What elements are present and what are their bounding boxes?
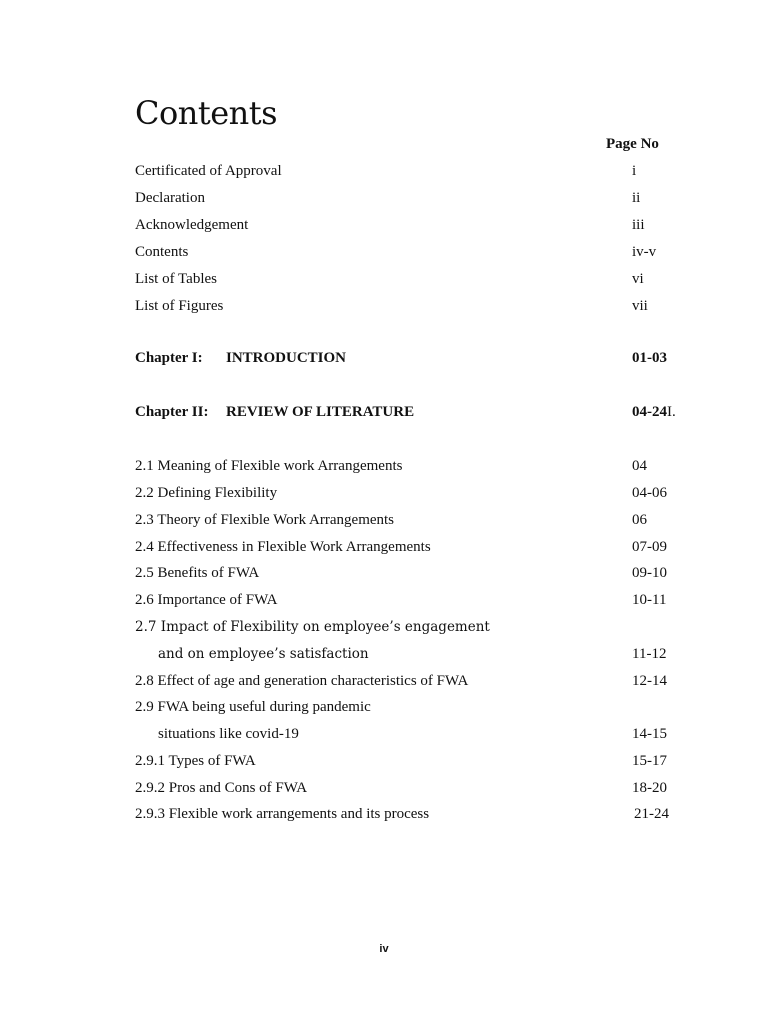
toc-entry-page: 06 [632,512,647,528]
toc-entry [135,510,695,530]
toc-entry-label: Certificated of Approval [135,163,282,179]
toc-entry-label: List of Tables [135,271,217,287]
toc-entry [135,537,695,557]
chapter-page-suffix: I. [667,404,676,420]
chapter-entry [135,402,695,422]
toc-entry-page: 07-09 [632,539,667,555]
toc-entry-page: 10-11 [632,592,667,608]
toc-entry [135,242,695,262]
toc-entry-label: 2.9.3 Flexible work arrangements and its process [135,806,430,822]
toc-entry [135,778,695,798]
toc-entry-label: 2.3 Theory of Flexible Work Arrangements [135,512,395,528]
chapter-page: 01-03 [632,350,667,366]
page-no-header: Page No [606,136,659,152]
toc-entry-page: 12-14 [632,673,667,689]
toc-entry-page: 04 [632,458,647,474]
chapter-page-number: 04-24 [632,404,667,420]
toc-entry-page: iii [632,217,645,233]
toc-entry-label: Acknowledgement [135,217,249,233]
toc-entry-label: 2.6 Importance of FWA [135,592,278,608]
toc-entry-label: List of Figures [135,298,224,314]
toc-entry-page: 09-10 [632,565,667,581]
toc-entry [135,188,695,208]
toc-entry [135,617,695,637]
toc-entry [135,563,695,583]
toc-entry-page: iv-v [632,244,657,260]
toc-entry-page: 15-17 [632,753,667,769]
toc-entry [135,215,695,235]
toc-entry-label: 2.9 FWA being useful during pandemic [135,699,371,715]
chapter-page [632,402,676,422]
toc-entry-label: 2.4 Effectiveness in Flexible Work Arrangements [135,539,431,555]
toc-entry [135,590,695,610]
toc-entry-page: 04-06 [632,485,667,501]
chapter-number: Chapter II: [135,404,209,420]
chapter-number: Chapter I: [135,350,203,366]
toc-entry-page: ii [632,190,641,206]
chapter-entry [135,348,695,368]
toc-entry-label: situations like covid-19 [158,726,299,742]
chapter-title: INTRODUCTION [226,350,347,366]
toc-entry [135,483,695,503]
toc-entry-page: 11-12 [632,646,667,662]
toc-entry-label: 2.2 Defining Flexibility [135,485,278,501]
toc-entry-label: and on employee’s satisfaction [158,646,369,662]
page-title: Contents [135,94,278,132]
toc-entry-page: vii [632,298,648,314]
page-number-footer: iv [379,943,389,955]
toc-entry [135,296,695,316]
toc-entry-label: Contents [135,244,189,260]
toc-entry [135,671,695,691]
toc-entry-label: 2.1 Meaning of Flexible work Arrangements [135,458,403,474]
toc-entry-label: 2.9.1 Types of FWA [135,753,256,769]
toc-entry-label: 2.9.2 Pros and Cons of FWA [135,780,308,796]
toc-entry-label: 2.7 Impact of Flexibility on employee’s engagement [135,619,490,635]
toc-entry [135,161,695,181]
toc-entry [135,697,695,717]
toc-entry [135,751,695,771]
toc-entry [135,269,695,289]
toc-entry-page: vi [632,271,644,287]
toc-entry [135,456,695,476]
toc-entry [135,804,695,824]
toc-entry-page: 14-15 [632,726,667,742]
chapter-title: REVIEW OF LITERATURE [226,404,415,420]
toc-entry-continuation [135,644,695,664]
toc-entry-page: i [632,163,637,179]
toc-entry-label: Declaration [135,190,205,206]
toc-entry-page: 21-24 [634,806,669,822]
toc-entry-label: 2.8 Effect of age and generation characteristics of FWA [135,673,469,689]
toc-entry-label: 2.5 Benefits of FWA [135,565,260,581]
toc-entry-continuation [135,724,695,744]
toc-entry-page: 18-20 [632,780,667,796]
